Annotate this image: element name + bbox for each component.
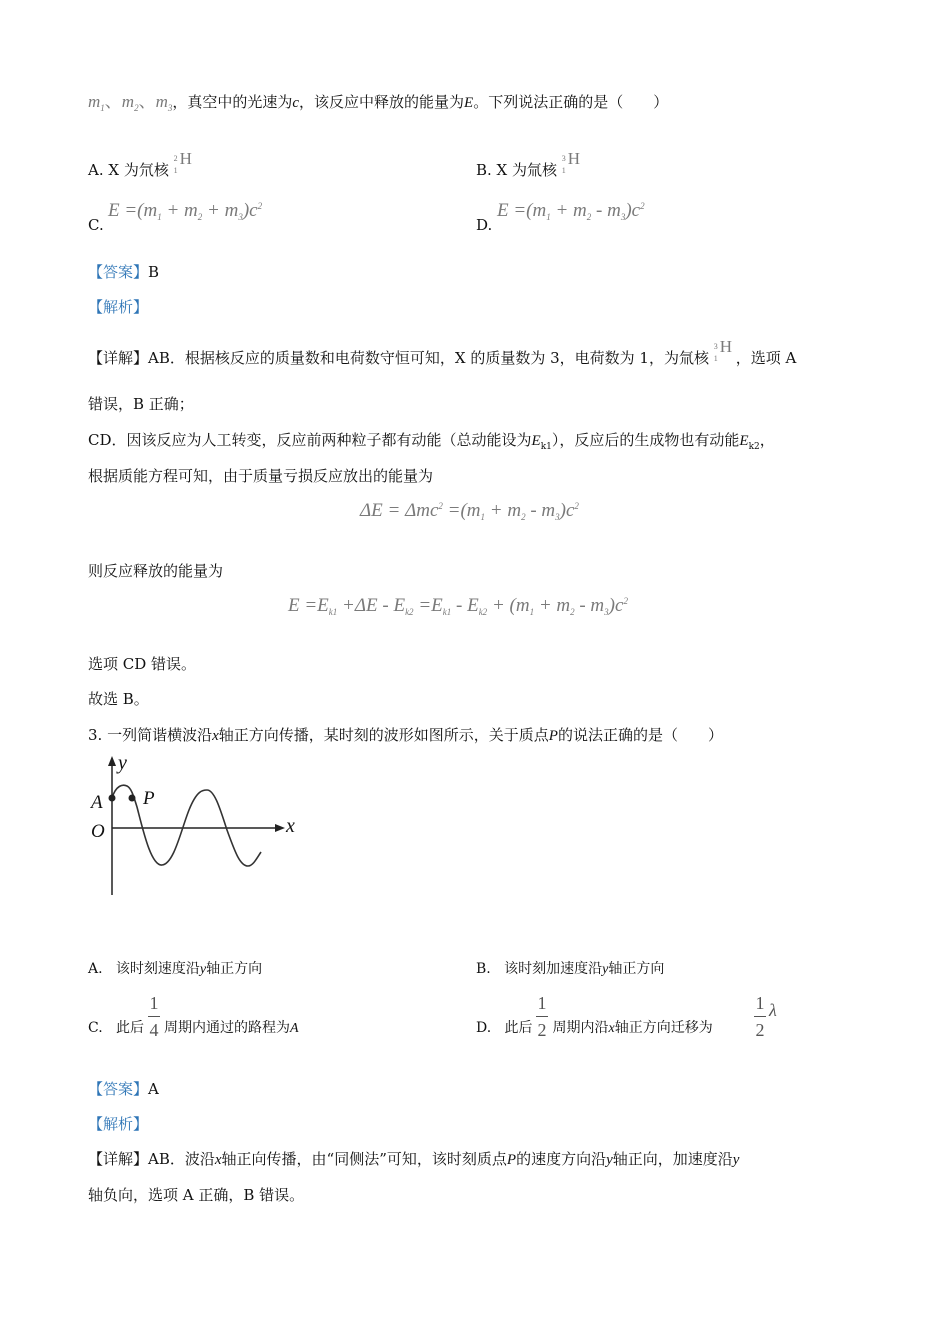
figure-y-label: y (118, 752, 127, 774)
q3-detail-p1: 【详解】AB．波沿x轴正向传播，由“同侧法”可知，该时刻质点P的速度方向沿y轴正向，加速度沿y (88, 1150, 740, 1168)
q3-option-c-fraction: 1 4 (149, 993, 159, 1040)
q2-detail-p6: 选项 CD 错误。 (88, 655, 197, 673)
q2-stem: $m_1$、$m_2$、$m_3$，真空中的光速为c，该反应中释放的能量为E。下列说法正确的是（ ） (88, 92, 669, 113)
q2-detail-p1: 【详解】AB．根据核反应的质量数和电荷数守恒可知，X 的质量数为 3，电荷数为 1，为氚核 3 1 H ，选项 A (88, 337, 797, 367)
q2-answer (88, 262, 159, 282)
point-p-dot (129, 795, 136, 802)
q2-option-c: C. (88, 216, 104, 234)
q2-detail-p7: 故选 B。 (88, 690, 149, 708)
q3-option-d-fraction-1: 1 2 (537, 993, 547, 1040)
q2-option-b: B. X 为氚核 3 1 H (476, 155, 584, 180)
answer-label: 【答案】 (88, 263, 149, 281)
mass-vars: $m_1$、$m_2$、$m_3$ (88, 92, 173, 113)
q2-detail-p4: 根据质能方程可知，由于质量亏损反应放出的能量为 (88, 467, 434, 485)
q2-option-d-formula: $E =(m_1 + m_2 - m_3)c^2$ (497, 200, 645, 222)
nuclide-tritium-inline: 3 1 H (713, 337, 733, 363)
q2-analysis-label: 【解析】 (88, 298, 149, 316)
answer-value: B (148, 263, 160, 281)
q3-detail-p2: 轴负向，选项 A 正确，B 错误。 (88, 1186, 305, 1204)
q2-detail-p2: 错误，B 正确； (88, 395, 194, 413)
q3-analysis-label: 【解析】 (88, 1115, 149, 1133)
figure-origin-label: O (91, 821, 105, 842)
q2-option-a: A. X 为氘核 2 1 H (88, 155, 196, 180)
point-a-dot (109, 795, 116, 802)
q2-detail-p5: 则反应释放的能量为 (88, 562, 224, 580)
y-axis-arrow-icon (108, 756, 116, 766)
q3-option-b: B. 该时刻加速度沿y轴正方向 (476, 961, 665, 977)
q3-option-a: A. 该时刻速度沿y轴正方向 (88, 961, 263, 977)
q3-option-d: D. 此后 周期内沿x轴正方向迁移为 (476, 1020, 713, 1036)
nuclide-deuterium: 2 1 H (173, 149, 192, 175)
q2-option-d: D. (476, 216, 493, 234)
q2-equation-2: $E =E_{k1} +\Delta E - E_{k2} =E_{k1} - E_{k2} + (m_1 + m_2 - m_3)c^2$ (288, 595, 628, 617)
figure-point-p-label: P (143, 788, 155, 809)
q3-option-d-fraction-2: 1 2 (755, 993, 765, 1040)
x-axis-arrow-icon (275, 824, 285, 832)
figure-x-label: x (286, 815, 295, 837)
q2-option-c-formula: $E =(m_1 + m_2 + m_3)c^2$ (108, 200, 263, 222)
nuclide-tritium: 3 1 H (561, 149, 581, 175)
q3-option-c: C. 此后 周期内通过的路程为A (88, 1020, 299, 1036)
q3-option-d-lambda: λ (769, 1000, 777, 1020)
q2-detail-p3: CD．因该反应为人工转变，反应前两种粒子都有动能（总动能设为$E_{k1}$），反应后的生成物也有动能$E_{k2}$， (88, 431, 775, 452)
q3-answer: 【答案】A (88, 1080, 159, 1098)
figure-point-a-label: A (91, 792, 103, 813)
q3-stem: 3. 一列简谐横波沿x轴正方向传播，某时刻的波形如图所示，关于质点P的说法正确的是（ ） (88, 726, 723, 744)
q2-equation-1: $\Delta E = \Delta mc^2 =(m_1 + m_2 - m_3)c^2$ (360, 500, 579, 522)
